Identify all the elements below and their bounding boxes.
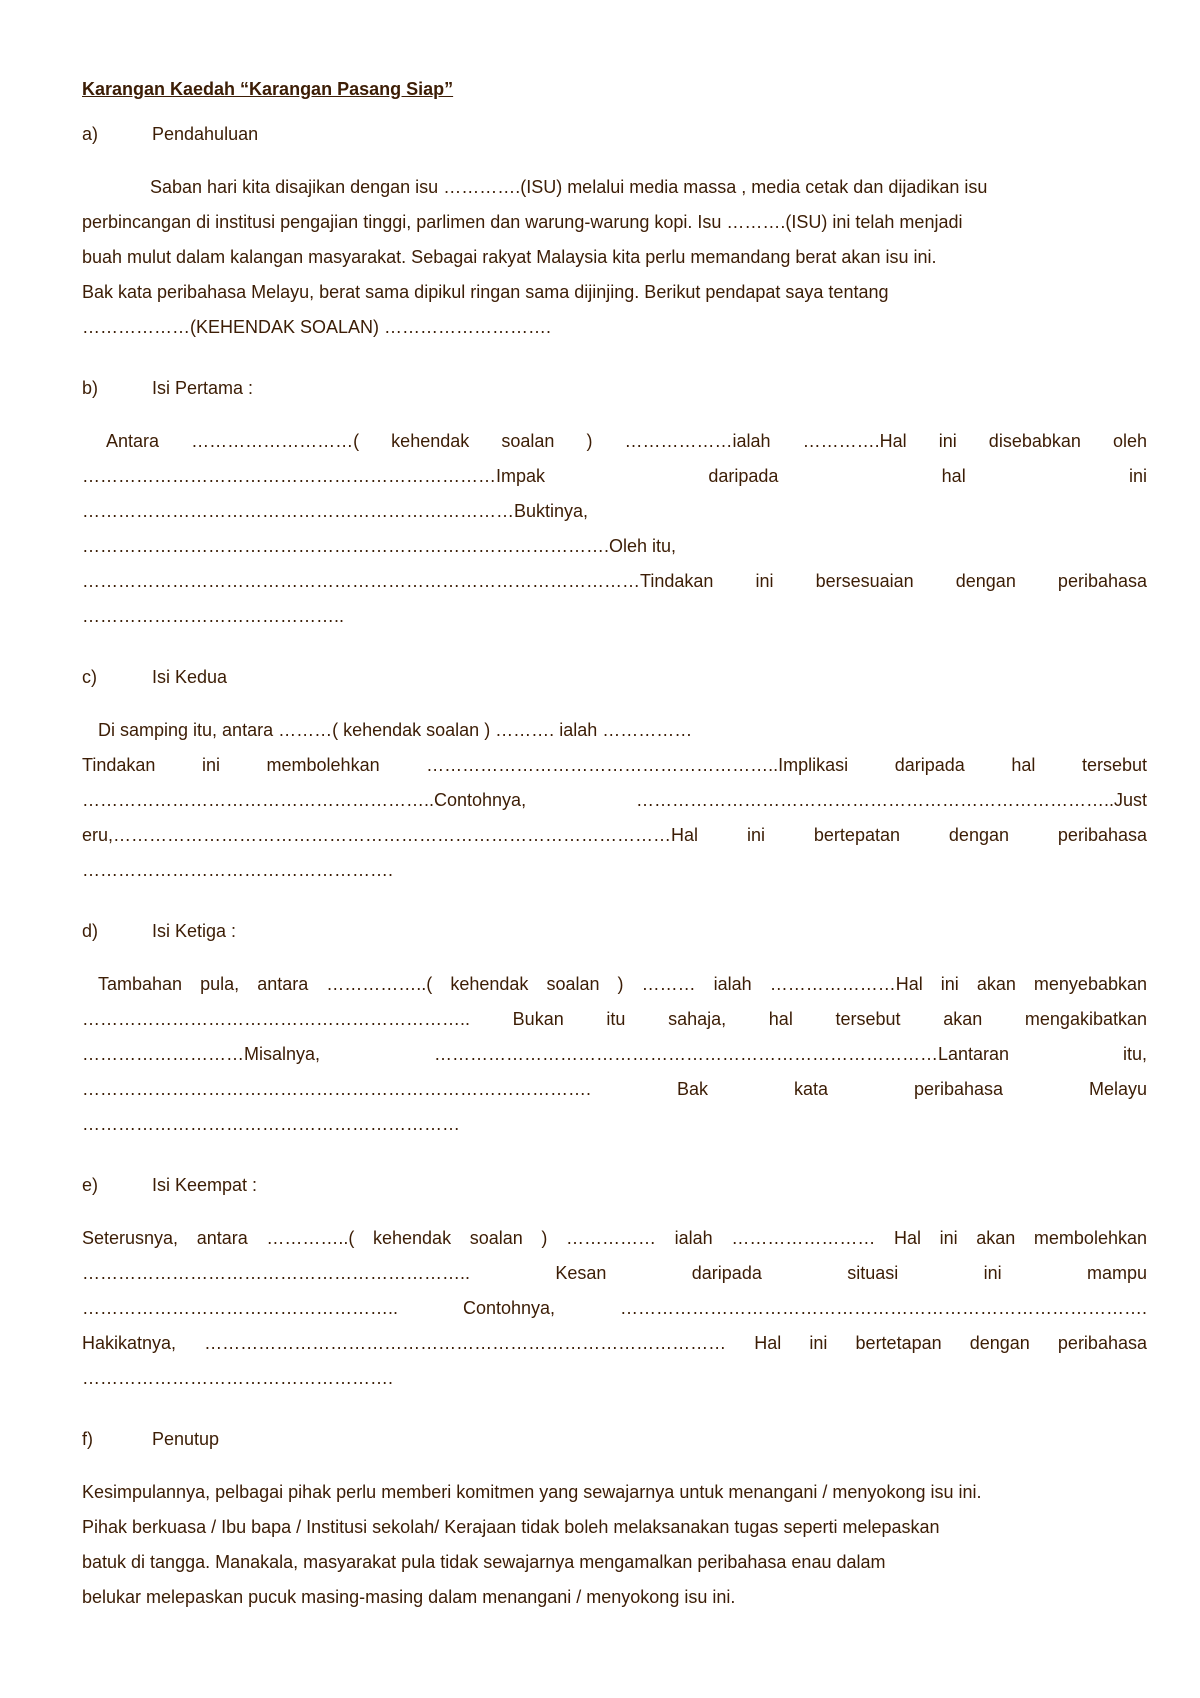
text-line: ……………………………………………………….. Bukan itu sahaja, hal tersebut akan mengakibatkan: [82, 1009, 1147, 1029]
text-line: ………………………………………………………: [82, 1114, 460, 1134]
section-heading-isi-ketiga: [82, 914, 1147, 949]
section-heading-penutup: [82, 1422, 1147, 1457]
section-label: a): [82, 124, 99, 144]
section-title: Isi Pertama :: [152, 378, 254, 398]
section-label: d): [82, 921, 99, 941]
section-heading-isi-kedua: [82, 660, 1147, 695]
section-heading-isi-keempat: [82, 1168, 1147, 1203]
text-line: batuk di tangga. Manakala, masyarakat pula tidak sewajarnya mengamalkan peribahasa enau dalam: [82, 1552, 886, 1572]
text-line: perbincangan di institusi pengajian tinggi, parlimen dan warung-warung kopi. Isu ……….(ISU) ini telah menjadi: [82, 212, 963, 232]
paragraph-penutup: [82, 1475, 1147, 1615]
section-label: e): [82, 1175, 99, 1195]
text-line: Tambahan pula, antara ……………..( kehendak soalan ) ……… ialah …………………Hal ini akan menyebabkan: [98, 974, 1147, 994]
text-line: Di samping itu, antara ………( kehendak soalan ) ………. ialah ……………: [98, 720, 693, 740]
text-line: Bak kata peribahasa Melayu, berat sama dipikul ringan sama dijinjing. Berikut pendapat saya tentang: [82, 282, 889, 302]
text-line: ……………………………………..: [82, 606, 345, 626]
section-title: Pendahuluan: [152, 124, 259, 144]
paragraph-isi-keempat: [82, 1221, 1147, 1396]
section-title: Penutup: [152, 1429, 220, 1449]
document-title: Karangan Kaedah “Karangan Pasang Siap”: [82, 79, 454, 99]
text-line: buah mulut dalam kalangan masyarakat. Sebagai rakyat Malaysia kita perlu memandang berat akan isu ini.: [82, 247, 937, 267]
text-line: …………………………………………………………………………. Bak kata peribahasa Melayu: [82, 1079, 1147, 1099]
text-line: …………………………………………….. Contohnya, …………………………………………………………………………….: [82, 1298, 1147, 1318]
text-line: eru,…………………………………………………………………………………Hal ini bertepatan dengan peribahasa: [82, 825, 1147, 845]
section-label: b): [82, 378, 99, 398]
section-title: Isi Kedua: [152, 667, 228, 687]
text-line: …………………………………………….: [82, 860, 394, 880]
section-heading-pendahuluan: [82, 117, 1147, 152]
text-line: Seterusnya, antara …………..( kehendak soalan ) …………… ialah …………………… Hal ini akan membolehkan: [82, 1228, 1147, 1248]
text-line: ……………………………………………………….. Kesan daripada situasi ini mampu: [82, 1263, 1147, 1283]
text-line: Antara ………………………( kehendak soalan ) ………………ialah ………….Hal ini disebabkan oleh: [106, 431, 1147, 451]
text-line: Tindakan ini membolehkan …………………………………………………..Implikasi daripada hal tersebut: [82, 755, 1147, 775]
text-line: ………………………………………………………………Buktinya,: [82, 501, 589, 521]
text-line: …………………………………………………..Contohnya, ……………………………………………………………………..Just: [82, 790, 1147, 810]
document-page: [82, 72, 1147, 1641]
section-title: Isi Ketiga :: [152, 921, 237, 941]
text-line: Saban hari kita disajikan dengan isu ………….(ISU) melalui media massa , media cetak dan dijadikan isu: [150, 177, 988, 197]
text-line: …………………………………………………………………………………Tindakan ini bersesuaian dengan peribahasa: [82, 571, 1147, 591]
section-heading-isi-pertama: [82, 371, 1147, 406]
text-line: Pihak berkuasa / Ibu bapa / Institusi sekolah/ Kerajaan tidak boleh melaksanakan tugas seperti melepaskan: [82, 1517, 940, 1537]
text-line: ………………(KEHENDAK SOALAN) ……………………….: [82, 317, 552, 337]
paragraph-pendahuluan: [82, 170, 1147, 345]
text-line: Hakikatnya, …………………………………………………………………………… Hal ini bertetapan dengan peribahasa: [82, 1333, 1147, 1353]
text-line: …………………………………………………………………………….Oleh itu,: [82, 536, 677, 556]
text-line: belukar melepaskan pucuk masing-masing dalam menangani / menyokong isu ini.: [82, 1587, 736, 1607]
text-line: ……………………………………………………………Impak daripada hal ini: [82, 466, 1147, 486]
text-line: Kesimpulannya, pelbagai pihak perlu memberi komitmen yang sewajarnya untuk menangani / menyokong isu ini.: [82, 1482, 982, 1502]
section-title: Isi Keempat :: [152, 1175, 258, 1195]
section-label: f): [82, 1429, 93, 1449]
paragraph-isi-pertama: [82, 424, 1147, 634]
text-line: ………………………Misalnya, …………………………………………………………………………Lantaran itu,: [82, 1044, 1147, 1064]
paragraph-isi-kedua: [82, 713, 1147, 888]
paragraph-isi-ketiga: [82, 967, 1147, 1142]
text-line: …………………………………………….: [82, 1368, 394, 1388]
section-label: c): [82, 667, 97, 687]
